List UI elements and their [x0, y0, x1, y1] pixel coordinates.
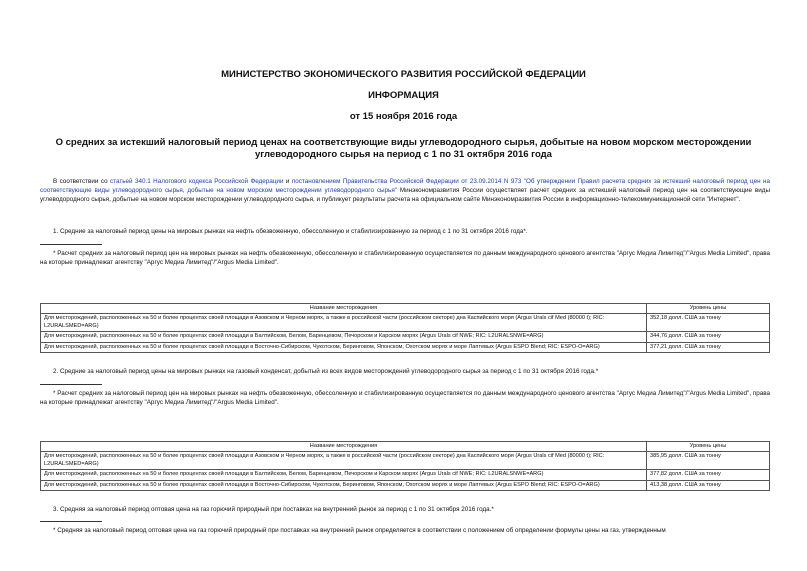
- price-table-condensate: [40, 441, 770, 491]
- price-value: 352,18 долл. США за тонну: [647, 314, 770, 332]
- footnote-rule-2: [40, 384, 102, 385]
- table-header-row: [41, 304, 770, 314]
- price-value: 385,95 долл. США за тонну: [647, 452, 770, 470]
- deposit-name: Для месторождений, расположенных на 50 и более процентах своей площади в Восточно-Сибирском, Чукотском, Беринговом, Японском, Охотском морях и море Лаптевых (Argus ESPO Blend; RIC: ESPO-O=ARG): [41, 342, 647, 352]
- deposit-name: Для месторождений, расположенных на 50 и более процентах своей площади в Азовском и Черном морях, а также в российской части (российском секторе) дна Каспийского моря (Argus Urals cif Med (80000 t); RIC: L2URALSMED=ARG): [41, 452, 647, 470]
- intro-mid: и: [283, 178, 292, 185]
- column-header-price: Уровень цены: [647, 304, 770, 314]
- footnote-1: * Расчет средних за налоговый период цен на мировых рынках на нефть обезвоженную, обессоленную и стабилизированную осуществляется по данным международного ценового агентства "Аргус Медиа Лимитед"/"Argus Media Limited", права на которые принадлежат агентству "Аргус Медиа Лимитед"/"Argus Media Limited".: [40, 250, 770, 266]
- item-3: 3. Средняя за налоговый период оптовая цена на газ горючий природный при поставках на внутренний рынок за период с 1 по 31 октября 2016 года.*: [53, 506, 494, 513]
- deposit-name: Для месторождений, расположенных на 50 и более процентах своей площади в Балтийском, Белом, Баренцевом, Печорском и Карском морях (Argus Urals cif NWE; RIC: L2URALSNWE=ARG): [41, 470, 647, 480]
- table-row: [41, 452, 770, 470]
- footnote-3: * Средняя за налоговый период оптовая цена на газ горючий природный при поставках на внутренний рынок определяется в соответствии с положением об определении формулы цены на газ, утвержденным: [53, 527, 666, 534]
- footnote-rule-1: [40, 244, 102, 245]
- column-header-name: Название месторождения: [41, 442, 647, 452]
- deposit-name: Для месторождений, расположенных на 50 и более процентах своей площади в Восточно-Сибирском, Чукотском, Беринговом, Японском, Охотском морях и море Лаптевых (Argus ESPO Blend; RIC: ESPO-O=ARG): [41, 480, 647, 490]
- price-value: 377,82 долл. США за тонну: [647, 470, 770, 480]
- table-header-row: [41, 442, 770, 452]
- price-value: 413,38 долл. США за тонну: [647, 480, 770, 490]
- footnote-rule-3: [40, 521, 102, 522]
- price-value: 377,21 долл. США за тонну: [647, 342, 770, 352]
- document-title: О средних за истекший налоговый период ценах на соответствующие виды углеводородного сырья, добытые на новом морском месторождении углеводородного сырья на период с 1 по 31 октября 2016 года: [55, 137, 752, 160]
- table-row: [41, 342, 770, 352]
- item-2: 2. Средние за налоговый период цены на мировых рынках на газовый конденсат, добытый из всех видов месторождений углеводородного сырья за период с 1 по 31 октября 2016 года.*: [53, 368, 599, 375]
- intro-pre: В соответствии со: [53, 178, 111, 185]
- deposit-name: Для месторождений, расположенных на 50 и более процентах своей площади в Балтийском, Белом, Баренцевом, Печорском и Карском морях (Argus Urals cif NWE; RIC: L2URALSNWE=ARG): [41, 332, 647, 342]
- ministry-heading: МИНИСТЕРСТВО ЭКОНОМИЧЕСКОГО РАЗВИТИЯ РОССИЙСКОЙ ФЕДЕРАЦИИ: [221, 69, 586, 80]
- government-decree-link[interactable]: постановлением Правительства Российской Федерации от 23.09.2014 N 973 "Об утверждении Правил расчета средних за истекший налоговый период цен на соответствующие виды углеводородного сырья, добытые на новом морском месторождении углеводородного сырья": [40, 178, 770, 194]
- item-1: 1. Средние за налоговый период цены на мировых рынках на нефть обезвоженную, обессоленную и стабилизированную за период с 1 по 31 октября 2016 года*.: [53, 228, 528, 235]
- document-date: от 15 ноября 2016 года: [349, 111, 458, 122]
- price-value: 344,76 долл. США за тонну: [647, 332, 770, 342]
- tax-code-link[interactable]: статьей 340.1 Налогового кодекса Российской Федерации: [110, 178, 284, 185]
- price-table-oil: [40, 303, 770, 353]
- footnote-2: * Расчет средних за налоговый период цен на мировых рынках на нефть обезвоженную, обессоленную и стабилизированную осуществляется по данным международного ценового агентства "Аргус Медиа Лимитед"/"Argus Media Limited", права на которые принадлежат агентству "Аргус Медиа Лимитед"/"Argus Media Limited".: [40, 390, 770, 406]
- table-row: [41, 480, 770, 490]
- table-row: [41, 314, 770, 332]
- intro-paragraph: [40, 178, 770, 204]
- deposit-name: Для месторождений, расположенных на 50 и более процентах своей площади в Азовском и Черном морях, а также в российской части (российском секторе) дна Каспийского моря (Argus Urals cif Med (80000 t); RIC: L2URALSMED=ARG): [41, 314, 647, 332]
- column-header-name: Название месторождения: [41, 304, 647, 314]
- intro-post: Минэкономразвития России осуществляет расчет средних за истекший налоговый период цен на соответствующие виды углеводородного сырья, добытые на новом морском месторождении углеводородного сырья, и публикует результаты расчета на официальном сайте Минэкономразвития России в информационно-телекоммуникационной сети "Интернет".: [40, 186, 770, 203]
- table-row: [41, 332, 770, 342]
- document-type: ИНФОРМАЦИЯ: [368, 90, 439, 101]
- table-row: [41, 470, 770, 480]
- column-header-price: Уровень цены: [647, 442, 770, 452]
